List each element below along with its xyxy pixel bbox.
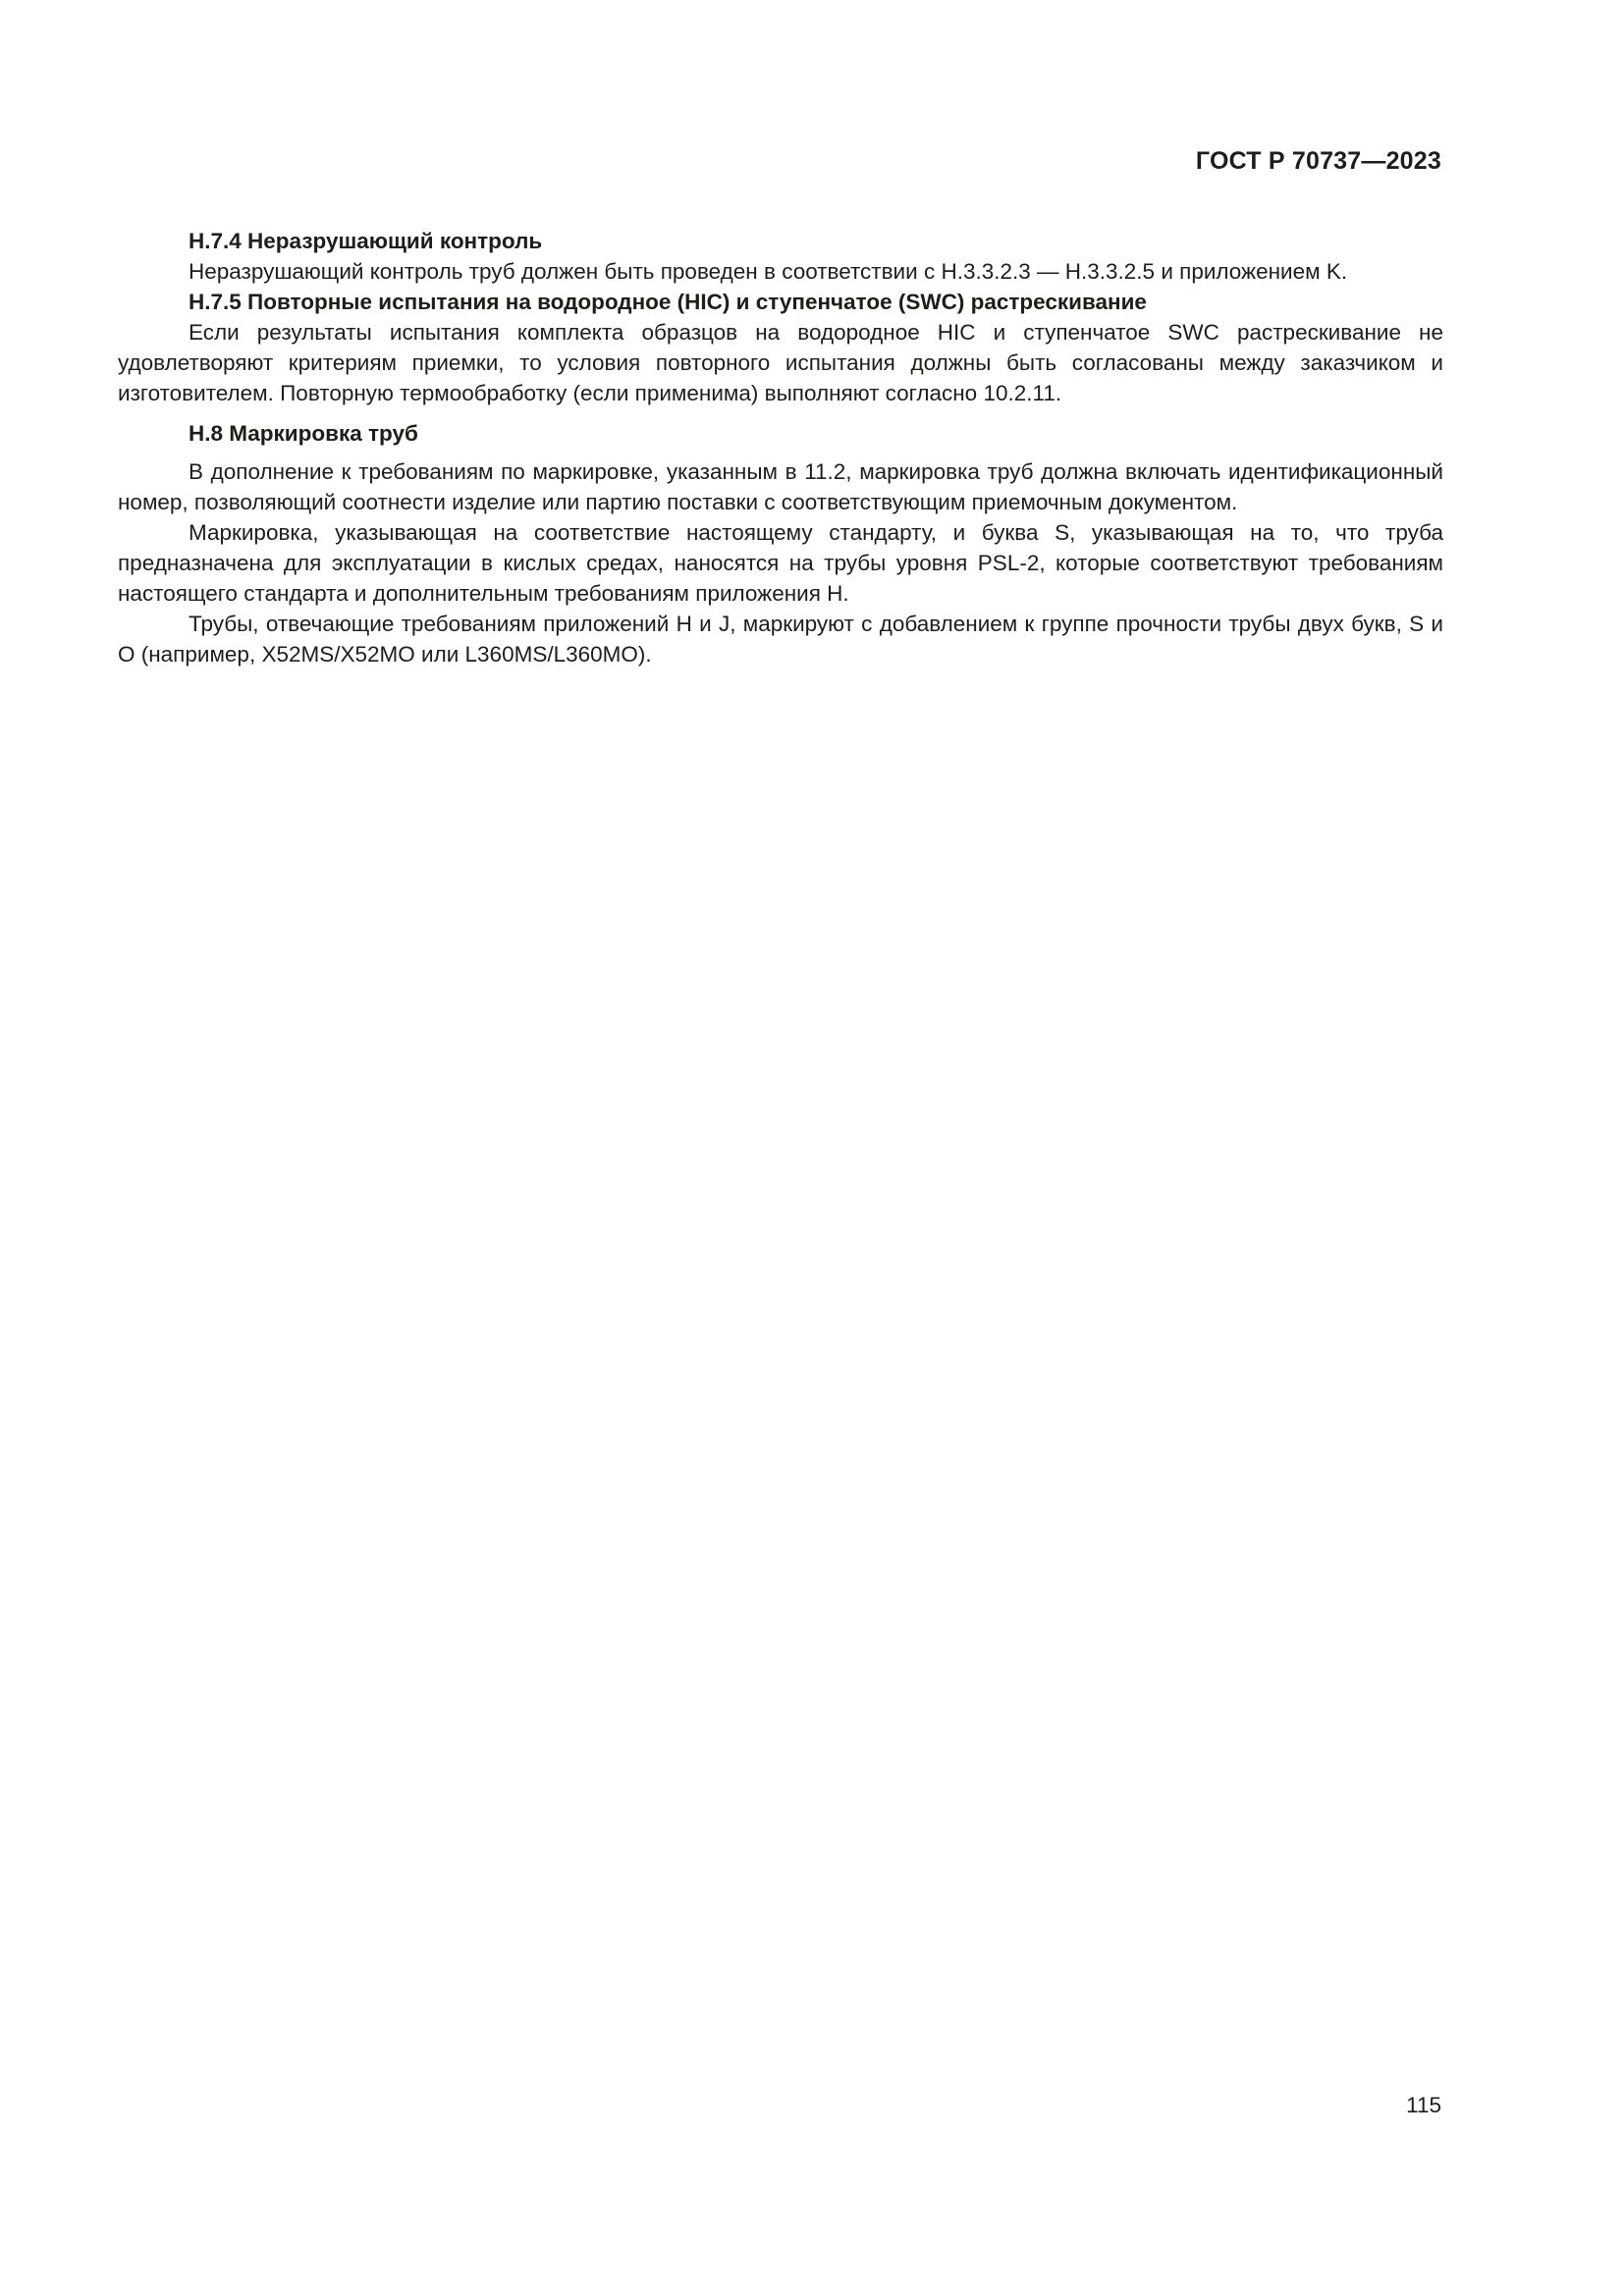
section-heading-h74: H.7.4 Неразрушающий контроль (189, 229, 543, 253)
document-body (118, 226, 1443, 669)
paragraph-h74-1: Неразрушающий контроль труб должен быть проведен в соответствии с H.3.3.2.3 — H.3.3.2.5 и приложением K. (189, 259, 1348, 284)
page-number: 115 (1406, 2093, 1441, 2117)
section-heading-h8: H.8 Маркировка труб (189, 421, 418, 446)
paragraph-h8-3: Трубы, отвечающие требованиям приложений H и J, маркируют с добавлением к группе прочности трубы двух букв, S и O (например, X52MS/X52MO или L360MS/L360MO). (118, 612, 1443, 667)
paragraph-h75-1: Если результаты испытания комплекта образцов на водородное HIC и ступенчатое SWC растрескивание не удовлетворяют критериям приемки, то условия повторного испытания должны быть согласованы между заказчиком и изготовителем. Повторную термообработку (если применима) выполняют согласно 10.2.11. (118, 320, 1443, 405)
paragraph-h8-1: В дополнение к требованиям по маркировке, указанным в 11.2, маркировка труб должна включать идентификационный номер, позволяющий соотнести изделие или партию поставки с соответствующим приемочным документом. (118, 459, 1443, 514)
document-id: ГОСТ Р 70737—2023 (1195, 147, 1441, 175)
section-heading-h75: H.7.5 Повторные испытания на водородное (HIC) и ступенчатое (SWC) растрескивание (189, 290, 1147, 314)
paragraph-h8-2: Маркировка, указывающая на соответствие настоящему стандарту, и буква S, указывающая на то, что труба предназначена для эксплуатации в кислых средах, наносятся на трубы уровня PSL-2, которые соответствуют требованиям настоящего стандарта и дополнительным требованиям приложения H. (118, 520, 1443, 606)
